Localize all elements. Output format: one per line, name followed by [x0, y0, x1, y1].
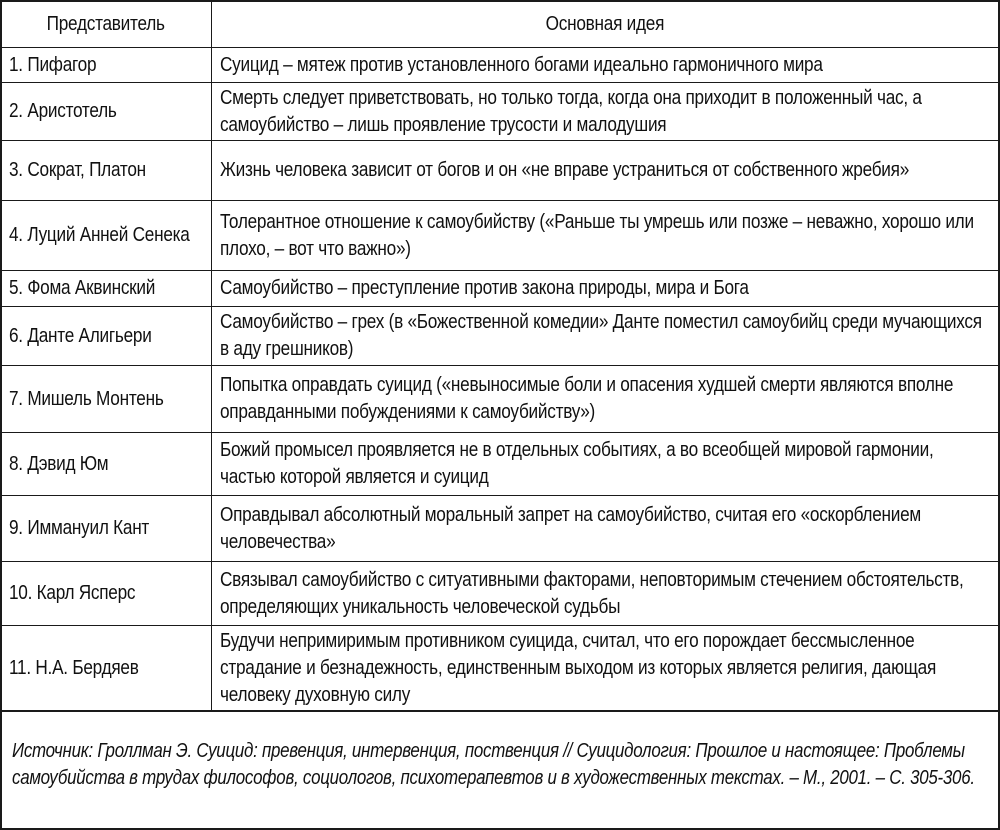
table-row	[1, 48, 999, 83]
representative-name: 6. Данте Алигьери	[9, 324, 152, 347]
idea-cell	[212, 141, 999, 201]
table-row	[1, 307, 999, 366]
representative-name: 5. Фома Аквинский	[9, 277, 156, 299]
representative-name: 2. Аристотель	[9, 100, 117, 122]
representative-name: 9. Иммануил Кант	[9, 517, 150, 539]
idea-text: Смерть следует приветствовать, но только тогда, когда она приходит в положенный час, а самоубийство – лишь проявление трусости и малодушия	[220, 86, 922, 136]
source-citation: Источник: Гроллман Э. Суицид: превенция, интервенция, поственция // Суицидология: Прошлое и настоящее: Проблемы самоубийства в трудах философов, социологов, психотерапевтов и в художественных текстах. – М., 2001. – С. 305-306.	[12, 740, 975, 789]
representative-cell	[1, 433, 212, 496]
idea-text: Суицид – мятеж против установленного богами идеально гармоничного мира	[220, 53, 823, 76]
table-row	[1, 83, 999, 141]
source-note	[0, 710, 1000, 830]
header-main-idea-text: Основная идея	[545, 12, 665, 35]
idea-cell	[212, 271, 999, 307]
idea-text: Будучи непримиримым противником суицида, считал, что его порождает бессмысленное страдание и безнадежность, единственным выходом из которых является религия, дающая человеку духовную силу	[220, 629, 937, 706]
idea-cell	[212, 83, 999, 141]
representative-cell	[1, 562, 212, 626]
idea-text: Божий промысел проявляется не в отдельных событиях, а во всеобщей мировой гармонии, частью которой является и суицид	[220, 439, 934, 488]
idea-cell	[212, 366, 999, 433]
representative-name: 10. Карл Ясперс	[9, 582, 136, 604]
representative-name: 3. Сократ, Платон	[9, 159, 146, 181]
representative-name: 7. Мишель Монтень	[9, 387, 164, 410]
representative-cell	[1, 496, 212, 562]
idea-text: Попытка оправдать суицид («невыносимые боли и опасения худшей смерти являются вполне оправданными побуждениями к самоубийству»)	[220, 374, 954, 423]
table-row	[1, 626, 999, 711]
idea-text: Связывал самоубийство с ситуативными факторами, неповторимым стечением обстоятельств, определяющих уникальность человеческой судьбы	[220, 568, 964, 618]
representative-cell	[1, 307, 212, 366]
idea-text: Самоубийство – грех (в «Божественной комедии» Данте поместил самоубийц среди мучающихся в аду грешников)	[220, 311, 982, 360]
idea-cell	[212, 626, 999, 711]
table-row	[1, 271, 999, 307]
table-row	[1, 201, 999, 271]
representative-name: 11. Н.А. Бердяев	[9, 656, 139, 679]
idea-cell	[212, 48, 999, 83]
table-row	[1, 141, 999, 201]
representative-cell	[1, 141, 212, 201]
header-representative-text: Представитель	[46, 12, 166, 35]
table-header-row	[1, 1, 999, 48]
table-row	[1, 496, 999, 562]
idea-cell	[212, 496, 999, 562]
header-main-idea	[212, 1, 999, 48]
representative-name: 8. Дэвид Юм	[9, 452, 109, 475]
idea-text: Оправдывал абсолютный моральный запрет на самоубийство, считая его «оскорблением человечества»	[220, 503, 921, 553]
representative-cell	[1, 626, 212, 711]
table-row	[1, 366, 999, 433]
header-representative	[1, 1, 212, 48]
representative-name: 1. Пифагор	[9, 53, 97, 76]
representative-cell	[1, 366, 212, 433]
table-row	[1, 562, 999, 626]
idea-cell	[212, 433, 999, 496]
representative-cell	[1, 201, 212, 271]
representative-cell	[1, 83, 212, 141]
representative-cell	[1, 271, 212, 307]
table-row	[1, 433, 999, 496]
idea-cell	[212, 201, 999, 271]
idea-cell	[212, 307, 999, 366]
idea-text: Самоубийство – преступление против закона природы, мира и Бога	[220, 277, 749, 299]
idea-text: Жизнь человека зависит от богов и он «не вправе устраниться от собственного жребия»	[220, 159, 910, 181]
representative-cell	[1, 48, 212, 83]
representative-name: 4. Луций Анней Сенека	[9, 224, 190, 246]
idea-text: Толерантное отношение к самоубийству («Раньше ты умрешь или позже – неважно, хорошо или плохо, – вот что важно»)	[220, 210, 974, 260]
idea-cell	[212, 562, 999, 626]
